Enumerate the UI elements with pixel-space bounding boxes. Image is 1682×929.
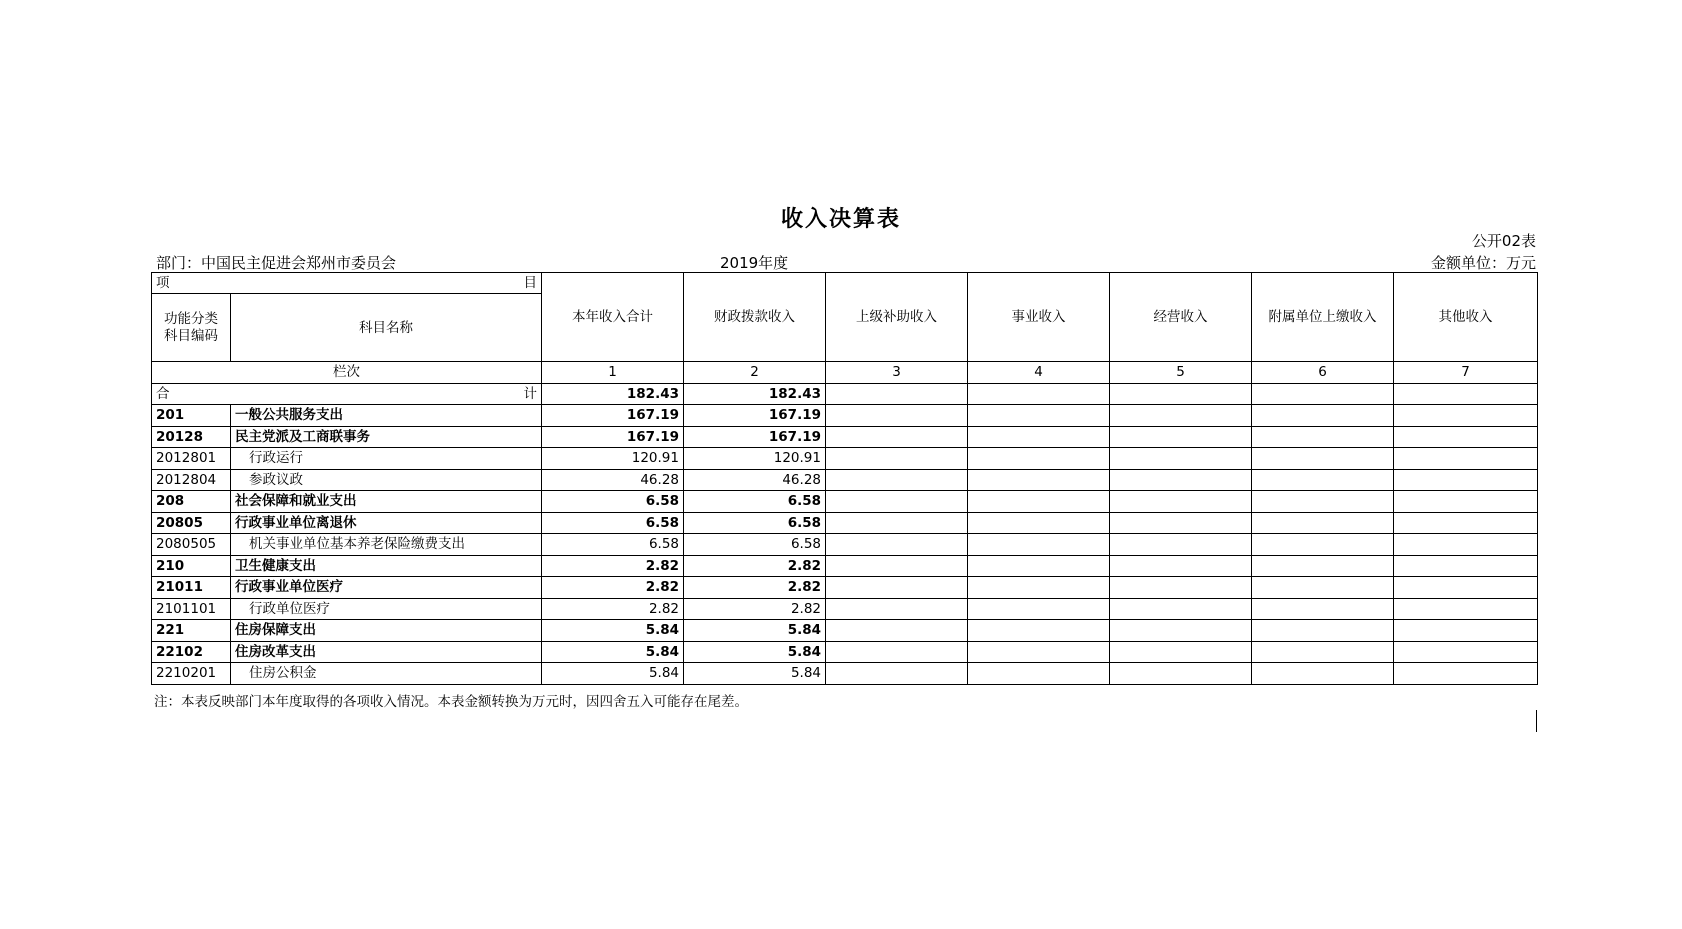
empty-cell <box>1394 512 1538 534</box>
row-name: 社会保障和就业支出 <box>231 491 542 513</box>
row-total-income: 5.84 <box>542 663 684 685</box>
row-code: 2210201 <box>152 663 231 685</box>
table-row <box>152 469 1538 491</box>
empty-cell <box>826 426 968 448</box>
empty-cell <box>1110 663 1252 685</box>
col-num-2: 2 <box>684 362 826 384</box>
col-num-6: 6 <box>1252 362 1394 384</box>
empty-cell <box>1252 641 1394 663</box>
total-row <box>152 383 1538 405</box>
empty-cell <box>968 469 1110 491</box>
total-label-right: 计 <box>523 385 537 402</box>
row-fiscal-income: 2.82 <box>684 577 826 599</box>
empty-cell <box>1110 555 1252 577</box>
row-code: 201 <box>152 405 231 427</box>
table-row <box>152 620 1538 642</box>
col-header-2: 财政拨款收入 <box>684 273 826 362</box>
empty-cell <box>968 598 1110 620</box>
row-fiscal-income: 6.58 <box>684 534 826 556</box>
row-code: 20128 <box>152 426 231 448</box>
empty-cell <box>1394 641 1538 663</box>
empty-cell <box>826 620 968 642</box>
empty-cell <box>968 641 1110 663</box>
table-row <box>152 663 1538 685</box>
row-fiscal-income: 5.84 <box>684 641 826 663</box>
name-header: 科目名称 <box>231 294 542 362</box>
row-fiscal-income: 167.19 <box>684 405 826 427</box>
row-code: 221 <box>152 620 231 642</box>
row-name: 卫生健康支出 <box>231 555 542 577</box>
empty-cell <box>1110 620 1252 642</box>
empty-cell <box>1110 598 1252 620</box>
row-fiscal-income: 2.82 <box>684 555 826 577</box>
empty-cell <box>826 598 968 620</box>
empty-cell <box>1394 448 1538 470</box>
empty-cell <box>968 448 1110 470</box>
total-fiscal: 182.43 <box>684 383 826 405</box>
table-row <box>152 491 1538 513</box>
empty-cell <box>968 426 1110 448</box>
row-total-income: 120.91 <box>542 448 684 470</box>
row-fiscal-income: 5.84 <box>684 620 826 642</box>
row-name: 机关事业单位基本养老保险缴费支出 <box>231 534 542 556</box>
total-label-left: 合 <box>156 385 170 402</box>
empty-cell <box>1252 555 1394 577</box>
total-label-cell <box>152 383 542 405</box>
row-name: 民主党派及工商联事务 <box>231 426 542 448</box>
department-label: 部门：中国民主促进会郑州市委员会 <box>156 254 397 272</box>
col-num-1: 1 <box>542 362 684 384</box>
empty-cell <box>826 383 968 405</box>
empty-cell <box>968 555 1110 577</box>
row-fiscal-income: 167.19 <box>684 426 826 448</box>
empty-cell <box>1252 469 1394 491</box>
empty-cell <box>1252 491 1394 513</box>
col-header-1: 本年收入合计 <box>542 273 684 362</box>
table-row <box>152 598 1538 620</box>
col-num-7: 7 <box>1394 362 1538 384</box>
empty-cell <box>826 512 968 534</box>
table-note: 注：本表反映部门本年度取得的各项收入情况。本表金额转换为万元时，因四舍五入可能存在尾差。 <box>154 694 748 710</box>
empty-cell <box>1252 383 1394 405</box>
empty-cell <box>1252 577 1394 599</box>
empty-cell <box>826 448 968 470</box>
row-total-income: 6.58 <box>542 534 684 556</box>
empty-cell <box>1394 491 1538 513</box>
page-edge-mark <box>1536 710 1537 732</box>
empty-cell <box>968 405 1110 427</box>
table-row <box>152 405 1538 427</box>
total-income: 182.43 <box>542 383 684 405</box>
row-code: 210 <box>152 555 231 577</box>
empty-cell <box>1110 383 1252 405</box>
empty-cell <box>1110 448 1252 470</box>
row-total-income: 5.84 <box>542 620 684 642</box>
empty-cell <box>1252 448 1394 470</box>
lanci-label: 栏次 <box>152 362 542 384</box>
empty-cell <box>1252 598 1394 620</box>
empty-cell <box>826 555 968 577</box>
empty-cell <box>826 641 968 663</box>
form-number: 公开02表 <box>1471 232 1536 250</box>
col-header-3: 上级补助收入 <box>826 273 968 362</box>
empty-cell <box>968 512 1110 534</box>
row-total-income: 6.58 <box>542 512 684 534</box>
empty-cell <box>1394 555 1538 577</box>
row-fiscal-income: 6.58 <box>684 491 826 513</box>
row-code: 20805 <box>152 512 231 534</box>
income-report-table <box>151 272 1538 685</box>
empty-cell <box>1394 534 1538 556</box>
row-total-income: 46.28 <box>542 469 684 491</box>
empty-cell <box>968 577 1110 599</box>
empty-cell <box>826 577 968 599</box>
empty-cell <box>968 534 1110 556</box>
empty-cell <box>1252 663 1394 685</box>
row-total-income: 2.82 <box>542 577 684 599</box>
empty-cell <box>1394 383 1538 405</box>
amount-unit: 金额单位：万元 <box>1430 254 1536 272</box>
empty-cell <box>1110 426 1252 448</box>
table-row <box>152 641 1538 663</box>
row-name: 住房保障支出 <box>231 620 542 642</box>
empty-cell <box>968 491 1110 513</box>
row-code: 2012801 <box>152 448 231 470</box>
item-header-left: 项 <box>156 275 170 292</box>
row-code: 2080505 <box>152 534 231 556</box>
empty-cell <box>1110 577 1252 599</box>
table-row <box>152 555 1538 577</box>
row-fiscal-income: 120.91 <box>684 448 826 470</box>
empty-cell <box>968 620 1110 642</box>
empty-cell <box>968 663 1110 685</box>
empty-cell <box>1252 620 1394 642</box>
page-title: 收入决算表 <box>780 207 901 232</box>
fiscal-year: 2019年度 <box>720 254 789 272</box>
empty-cell <box>1110 512 1252 534</box>
empty-cell <box>1394 620 1538 642</box>
table-row <box>152 426 1538 448</box>
empty-cell <box>826 405 968 427</box>
empty-cell <box>1110 491 1252 513</box>
row-total-income: 6.58 <box>542 491 684 513</box>
row-code: 2101101 <box>152 598 231 620</box>
empty-cell <box>1110 641 1252 663</box>
table-row <box>152 577 1538 599</box>
row-name: 行政事业单位医疗 <box>231 577 542 599</box>
row-fiscal-income: 46.28 <box>684 469 826 491</box>
item-header-cell <box>152 273 542 294</box>
row-code: 22102 <box>152 641 231 663</box>
row-fiscal-income: 2.82 <box>684 598 826 620</box>
item-header-right: 目 <box>523 275 537 292</box>
empty-cell <box>826 534 968 556</box>
empty-cell <box>1252 534 1394 556</box>
row-name: 行政单位医疗 <box>231 598 542 620</box>
empty-cell <box>826 491 968 513</box>
empty-cell <box>1252 426 1394 448</box>
empty-cell <box>1252 405 1394 427</box>
item-header-row <box>152 273 1538 294</box>
empty-cell <box>1252 512 1394 534</box>
row-name: 一般公共服务支出 <box>231 405 542 427</box>
row-code: 2012804 <box>152 469 231 491</box>
row-name: 行政事业单位离退休 <box>231 512 542 534</box>
col-num-5: 5 <box>1110 362 1252 384</box>
col-num-3: 3 <box>826 362 968 384</box>
col-header-6: 附属单位上缴收入 <box>1252 273 1394 362</box>
empty-cell <box>1394 663 1538 685</box>
empty-cell <box>1394 598 1538 620</box>
empty-cell <box>826 469 968 491</box>
empty-cell <box>1394 426 1538 448</box>
row-total-income: 167.19 <box>542 426 684 448</box>
empty-cell <box>1110 469 1252 491</box>
column-number-row <box>152 362 1538 384</box>
table-row <box>152 534 1538 556</box>
col-header-4: 事业收入 <box>968 273 1110 362</box>
empty-cell <box>1394 469 1538 491</box>
row-code: 21011 <box>152 577 231 599</box>
empty-cell <box>826 663 968 685</box>
empty-cell <box>1394 405 1538 427</box>
code-header: 功能分类 科目编码 <box>152 294 231 362</box>
row-fiscal-income: 6.58 <box>684 512 826 534</box>
row-code: 208 <box>152 491 231 513</box>
empty-cell <box>1110 534 1252 556</box>
table-row <box>152 512 1538 534</box>
row-name: 住房改革支出 <box>231 641 542 663</box>
row-name: 住房公积金 <box>231 663 542 685</box>
col-num-4: 4 <box>968 362 1110 384</box>
row-total-income: 5.84 <box>542 641 684 663</box>
row-total-income: 2.82 <box>542 555 684 577</box>
row-fiscal-income: 5.84 <box>684 663 826 685</box>
row-name: 行政运行 <box>231 448 542 470</box>
row-total-income: 2.82 <box>542 598 684 620</box>
col-header-5: 经营收入 <box>1110 273 1252 362</box>
empty-cell <box>1394 577 1538 599</box>
row-name: 参政议政 <box>231 469 542 491</box>
empty-cell <box>1110 405 1252 427</box>
table-row <box>152 448 1538 470</box>
col-header-7: 其他收入 <box>1394 273 1538 362</box>
row-total-income: 167.19 <box>542 405 684 427</box>
empty-cell <box>968 383 1110 405</box>
